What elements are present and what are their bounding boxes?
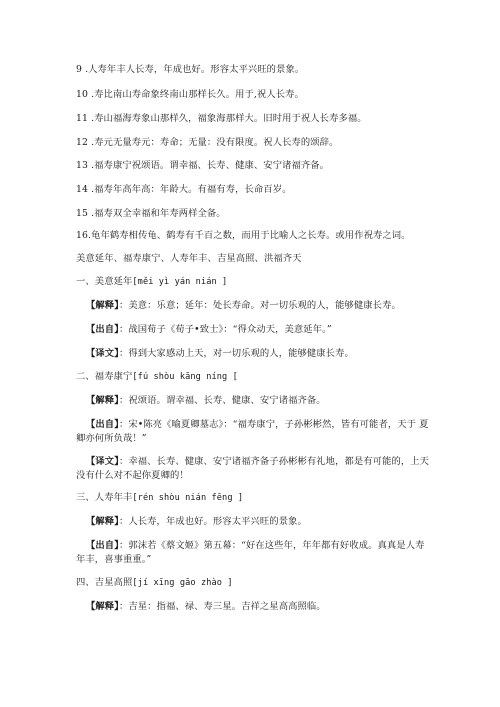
list-item-10: 10 .寿比南山寿命象终南山那样长久。用于,祝人长寿。 [76, 89, 304, 100]
list-item-11: 11 .寿山福海寿象山那样久，福象海那样大。旧时用于祝人长寿多福。 [76, 113, 367, 124]
section-2-translation: 【译文】：幸福、长寿、健康、安宁诸福齐备子孙彬彬有礼地，都是有可能的，上天 没有什么对不起你夏卿的！ [76, 456, 430, 481]
section-3-source: 【出自】：郭沫若《蔡文姬》第五幕：“好在这些年，年年都有好收成。真真是人寿 年丰，喜事重重。” [76, 540, 425, 565]
section-4-heading: 四、吉星高照[jí xīng gāo zhào ] [76, 577, 233, 588]
summary-line: 美意延年、福寿康宁、人寿年丰、吉星高照、洪福齐天 [76, 253, 302, 264]
list-item-13: 13 .福寿康宁祝颂语。谓幸福、长寿、健康、安宁诸福齐备。 [76, 160, 330, 171]
list-item-14: 14 .福寿年高年高：年龄大。有福有寿，长命百岁。 [76, 184, 292, 195]
section-3-pinyin: [rén shòu nián fēng ] [132, 493, 244, 503]
section-4-explanation: 【解释】：吉星：指福、禄、寿三星。吉祥之星高高照临。 [86, 601, 326, 612]
list-item-9: 9 .人寿年丰人长寿，年成也好。形容太平兴旺的景象。 [76, 64, 305, 75]
section-2-pinyin: [fú shòu kāng níng [ [132, 372, 238, 382]
section-1-pinyin: [měi yì yán nián ] [132, 277, 228, 287]
list-item-12: 12 .寿元无量寿元：寿命；无量：没有限度。祝人长寿的颂辞。 [76, 137, 339, 148]
section-1-heading: 一、美意延年[měi yì yán nián ] [76, 276, 228, 287]
section-3-explanation: 【解释】：人长寿，年成也好。形容太平兴旺的景象。 [86, 516, 307, 527]
section-4-pinyin: [jí xīng gāo zhào ] [132, 578, 233, 588]
section-1-source: 【出自】：战国荀子《荀子•致士》：“得众动天，美意延年。” [86, 324, 332, 335]
section-1-explanation: 【解释】：美意：乐意；延年：处长寿命。对一切乐观的人，能够健康长寿。 [86, 300, 401, 311]
section-1-translation: 【译文】：得到大家感动上天，对一切乐观的人，能够健康长寿。 [86, 348, 354, 359]
section-2-source: 【出自】：宋•陈亮《喻夏卿墓志》：“福寿康宁，子孙彬彬然，皆有可能者，天于 夏卿亦何所负哉！” [76, 419, 429, 444]
section-3-heading: 三、人寿年丰[rén shòu nián fēng ] [76, 492, 244, 503]
section-2-heading: 二、福寿康宁[fú shòu kāng níng [ [76, 371, 238, 382]
list-item-16: 16.龟年鹤寿相传龟、鹤寿有千百之数，而用于比喻人之长寿。或用作祝寿之词。 [76, 230, 411, 241]
list-item-15: 15 .福寿双全幸福和年寿两样全备。 [76, 208, 226, 219]
section-2-explanation: 【解释】：祝颂语。谓幸福、长寿、健康、安宁诸福齐备。 [86, 395, 326, 406]
